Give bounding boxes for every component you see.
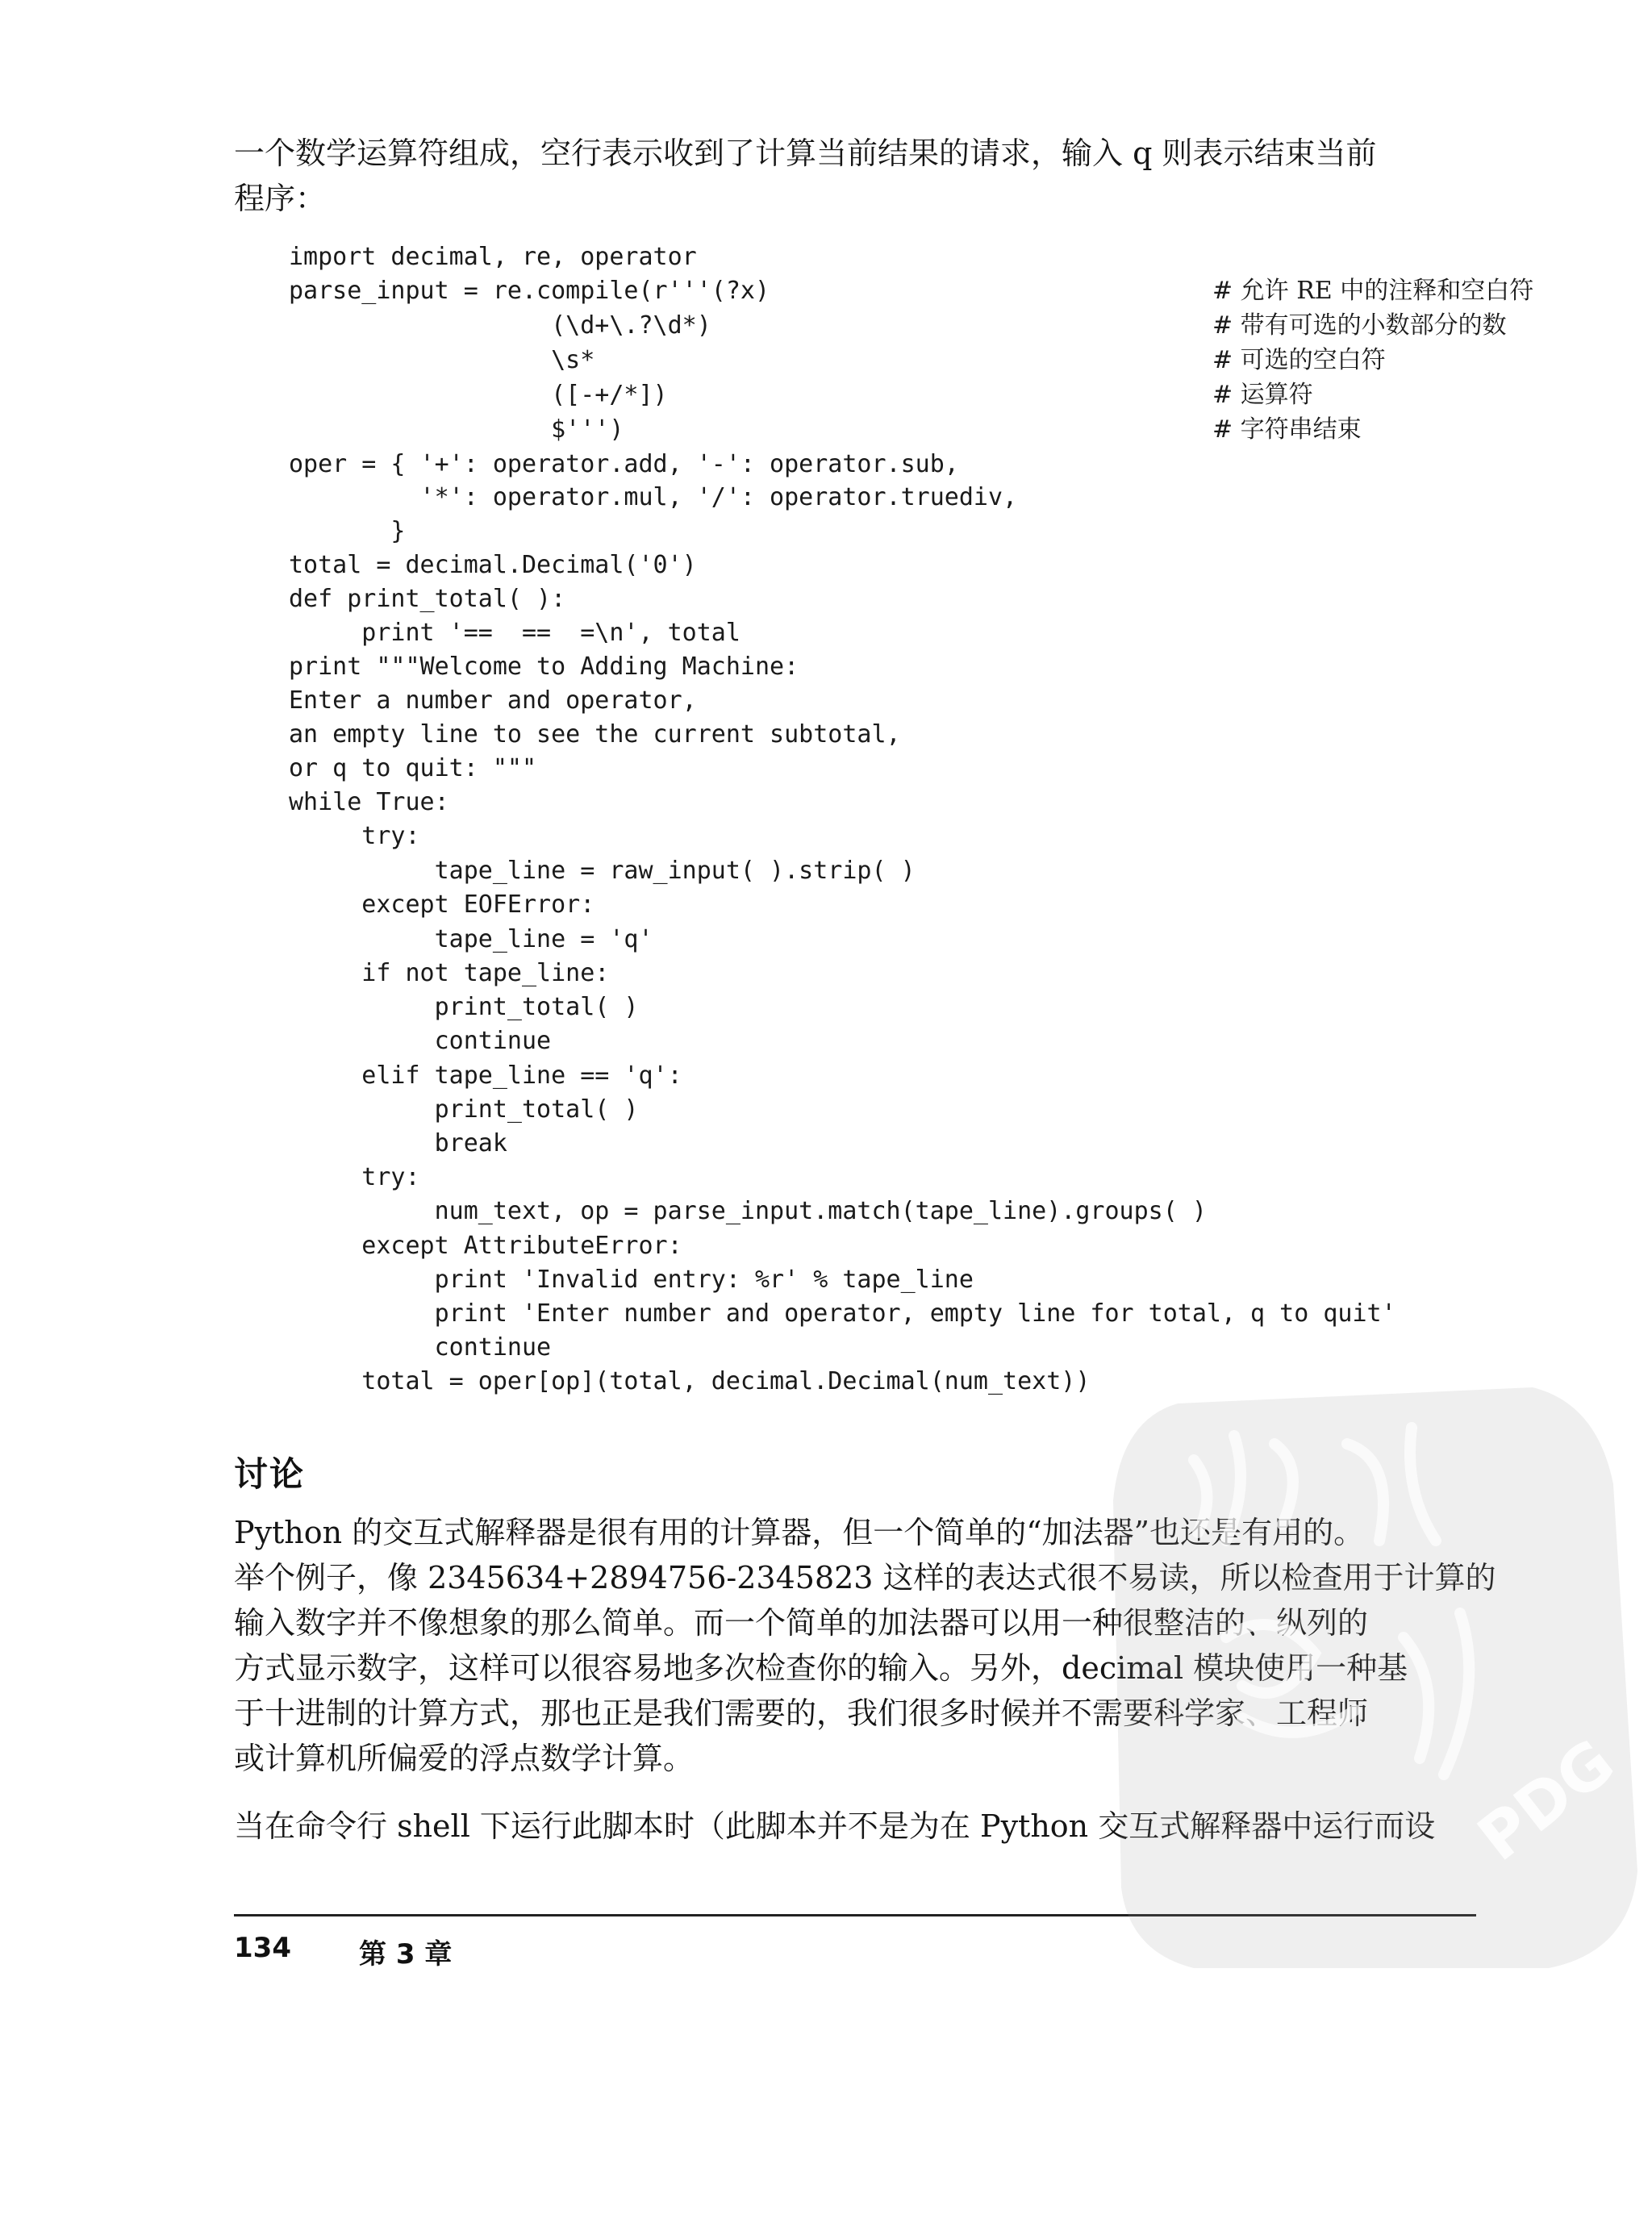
code-comment: # 可选的空白符 <box>1212 346 1386 374</box>
code-line: print '== == =\n', total <box>289 619 740 647</box>
section-heading: 讨论 <box>234 1454 306 1494</box>
code-line: an empty line to see the current subtotal, <box>289 720 901 749</box>
watermark-text: PDG <box>1465 1725 1629 1875</box>
code-line: print 'Invalid entry: %r' % tape_line <box>289 1266 974 1294</box>
code-line: tape_line = 'q' <box>289 925 653 953</box>
code-line: print """Welcome to Adding Machine: <box>289 653 799 681</box>
code-line: def print_total( ): <box>289 585 566 613</box>
code-line: '*': operator.mul, '/': operator.truediv, <box>289 483 1018 511</box>
code-line: or q to quit: """ <box>289 754 537 782</box>
discussion-line: Python 的交互式解释器是很有用的计算器，但一个简单的“加法器”也还是有用的。 <box>234 1515 1365 1550</box>
watermark-stamp <box>1081 1371 1646 1984</box>
code-line: except EOFError: <box>289 890 595 919</box>
code-comment: # 带有可选的小数部分的数 <box>1212 311 1507 340</box>
code-line: (\d+\.?\d*) <box>289 311 711 340</box>
code-line: num_text, op = parse_input.match(tape_line).groups( ) <box>289 1197 1207 1225</box>
code-line: while True: <box>289 788 449 816</box>
discussion-line: 输入数字并不像想象的那么简单。而一个简单的加法器可以用一种很整洁的、纵列的 <box>234 1605 1369 1641</box>
code-line: print_total( ) <box>289 1095 639 1124</box>
code-line: elif tape_line == 'q': <box>289 1061 682 1090</box>
code-line: parse_input = re.compile(r'''(?x) <box>289 277 770 305</box>
page-number: 134 <box>234 1932 291 1964</box>
code-line: oper = { '+': operator.add, '-': operator.sub, <box>289 450 959 478</box>
intro-line: 程序： <box>234 181 327 216</box>
discussion-line: 或计算机所偏爱的浮点数学计算。 <box>234 1741 695 1776</box>
code-line: try: <box>289 822 420 850</box>
code-line: total = oper[op](total, decimal.Decimal(num_text)) <box>289 1367 1091 1395</box>
code-comment: # 字符串结束 <box>1212 415 1362 444</box>
code-line: print 'Enter number and operator, empty line for total, q to quit' <box>289 1299 1396 1328</box>
continuation-line: 当在命令行 shell 下运行此脚本时（此脚本并不是为在 Python 交互式解释器中运行而设 <box>234 1808 1436 1844</box>
code-line: tape_line = raw_input( ).strip( ) <box>289 857 916 885</box>
code-line: if not tape_line: <box>289 959 610 987</box>
code-line: \s* <box>289 346 595 374</box>
code-line: total = decimal.Decimal('0') <box>289 551 697 579</box>
code-line: continue <box>289 1027 552 1055</box>
intro-line: 一个数学运算符组成，空行表示收到了计算当前结果的请求，输入 q 则表示结束当前 <box>234 136 1377 171</box>
code-comment: # 运算符 <box>1212 381 1313 409</box>
discussion-line: 方式显示数字，这样可以很容易地多次检查你的输入。另外，decimal 模块使用一种基 <box>234 1650 1408 1686</box>
discussion-line: 于十进制的计算方式，那也正是我们需要的，我们很多时候并不需要科学家、工程师 <box>234 1695 1369 1731</box>
chapter-label: 第 3 章 <box>359 1938 453 1971</box>
code-line: Enter a number and operator, <box>289 686 697 715</box>
code-line: $''') <box>289 415 624 444</box>
discussion-line: 举个例子，像 2345634+2894756-2345823 这样的表达式很不易读，所以检查用于计算的 <box>234 1560 1496 1595</box>
code-line: break <box>289 1129 507 1157</box>
code-line: import decimal, re, operator <box>289 243 697 271</box>
code-line: continue <box>289 1333 552 1362</box>
code-line: try: <box>289 1163 420 1191</box>
code-line: print_total( ) <box>289 993 639 1021</box>
intro-paragraph <box>234 131 1476 221</box>
code-line: } <box>289 517 406 545</box>
code-line: ([-+/*]) <box>289 381 668 409</box>
code-line: except AttributeError: <box>289 1232 682 1260</box>
code-comment: # 允许 RE 中的注释和空白符 <box>1212 277 1534 305</box>
